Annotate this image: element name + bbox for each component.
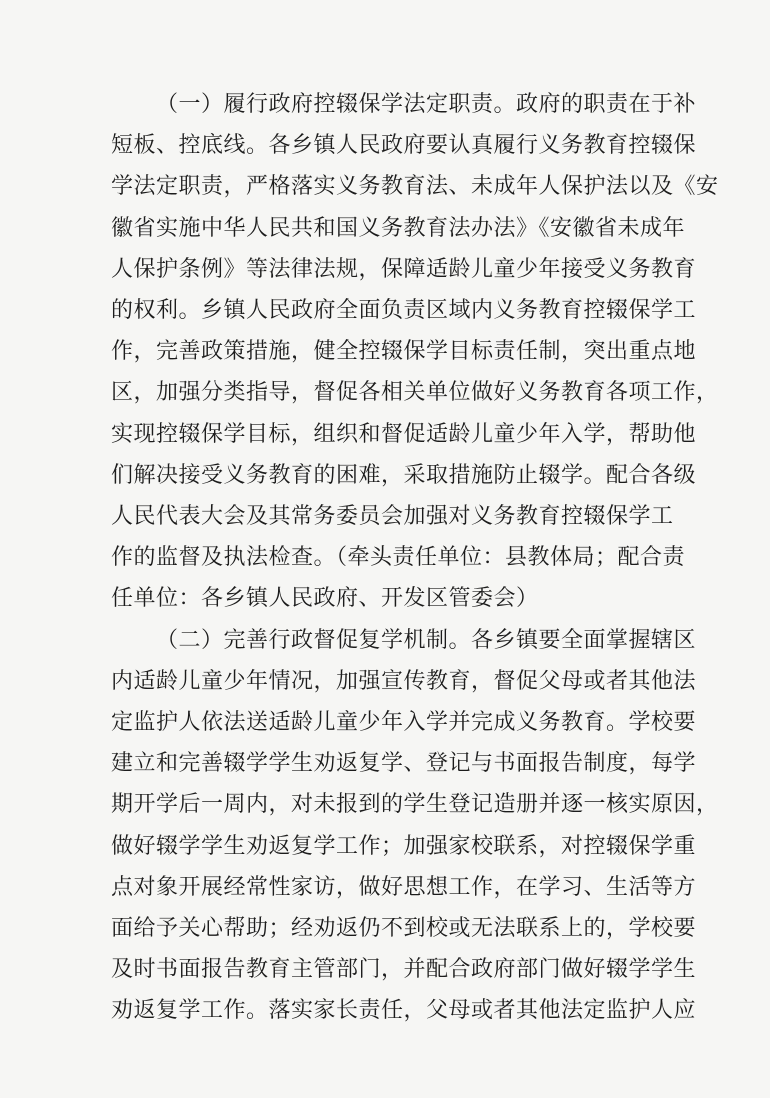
paragraph-2 [111,620,719,1032]
text-line: 定监护人依法送适龄儿童少年入学并完成义务教育。学校要 [111,710,697,736]
text-line: 及时书面报告教育主管部门，并配合政府部门做好辍学学生 [111,957,697,983]
text-line: 做好辍学学生劝返复学工作；加强家校联系，对控辍保学重 [111,833,697,859]
paragraph-1 [111,84,719,620]
text-line: 建立和完善辍学学生劝返复学、登记与书面报告制度，每学 [111,751,697,777]
document-body [111,84,719,1032]
text-line: 实现控辍保学目标，组织和督促适龄儿童少年入学，帮助他 [111,421,697,447]
text-line: 的权利。乡镇人民政府全面负责区域内义务教育控辍保学工 [111,298,697,324]
text-line: 面给予关心帮助；经劝返仍不到校或无法联系上的，学校要 [111,916,697,942]
text-line: 学法定职责，严格落实义务教育法、未成年人保护法以及《安 [111,174,719,200]
text-line: 们解决接受义务教育的困难，采取措施防止辍学。配合各级 [111,462,697,488]
text-line: 作的监督及执法检查。（牵头责任单位：县教体局；配合责 [111,545,686,571]
text-line: 内适龄儿童少年情况，加强宣传教育，督促父母或者其他法 [111,668,697,694]
text-line: 区，加强分类指导，督促各相关单位做好义务教育各项工作， [111,380,719,406]
text-line: 作，完善政策措施，健全控辍保学目标责任制，突出重点地 [111,339,697,365]
text-line: （一）履行政府控辍保学法定职责。政府的职责在于补 [156,92,697,117]
text-line: 人民代表大会及其常务委员会加强对义务教育控辍保学工 [111,504,674,530]
text-line: 期开学后一周内，对未报到的学生登记造册并逐一核实原因， [111,792,719,818]
text-line: （二）完善行政督促复学机制。各乡镇要全面掌握辖区 [156,627,697,653]
text-line: 劝返复学工作。落实家长责任，父母或者其他法定监护人应 [111,998,697,1024]
text-line: 短板、控底线。各乡镇人民政府要认真履行义务教育控辍保 [111,133,697,159]
text-line: 点对象开展经常性家访，做好思想工作，在学习、生活等方 [111,874,697,900]
text-line: 任单位：各乡镇人民政府、开发区管委会） [111,586,539,612]
text-line: 人保护条例》等法律法规，保障适龄儿童少年接受义务教育 [111,256,697,282]
text-line: 徽省实施中华人民共和国义务教育法办法》《安徽省未成年 [111,215,686,241]
